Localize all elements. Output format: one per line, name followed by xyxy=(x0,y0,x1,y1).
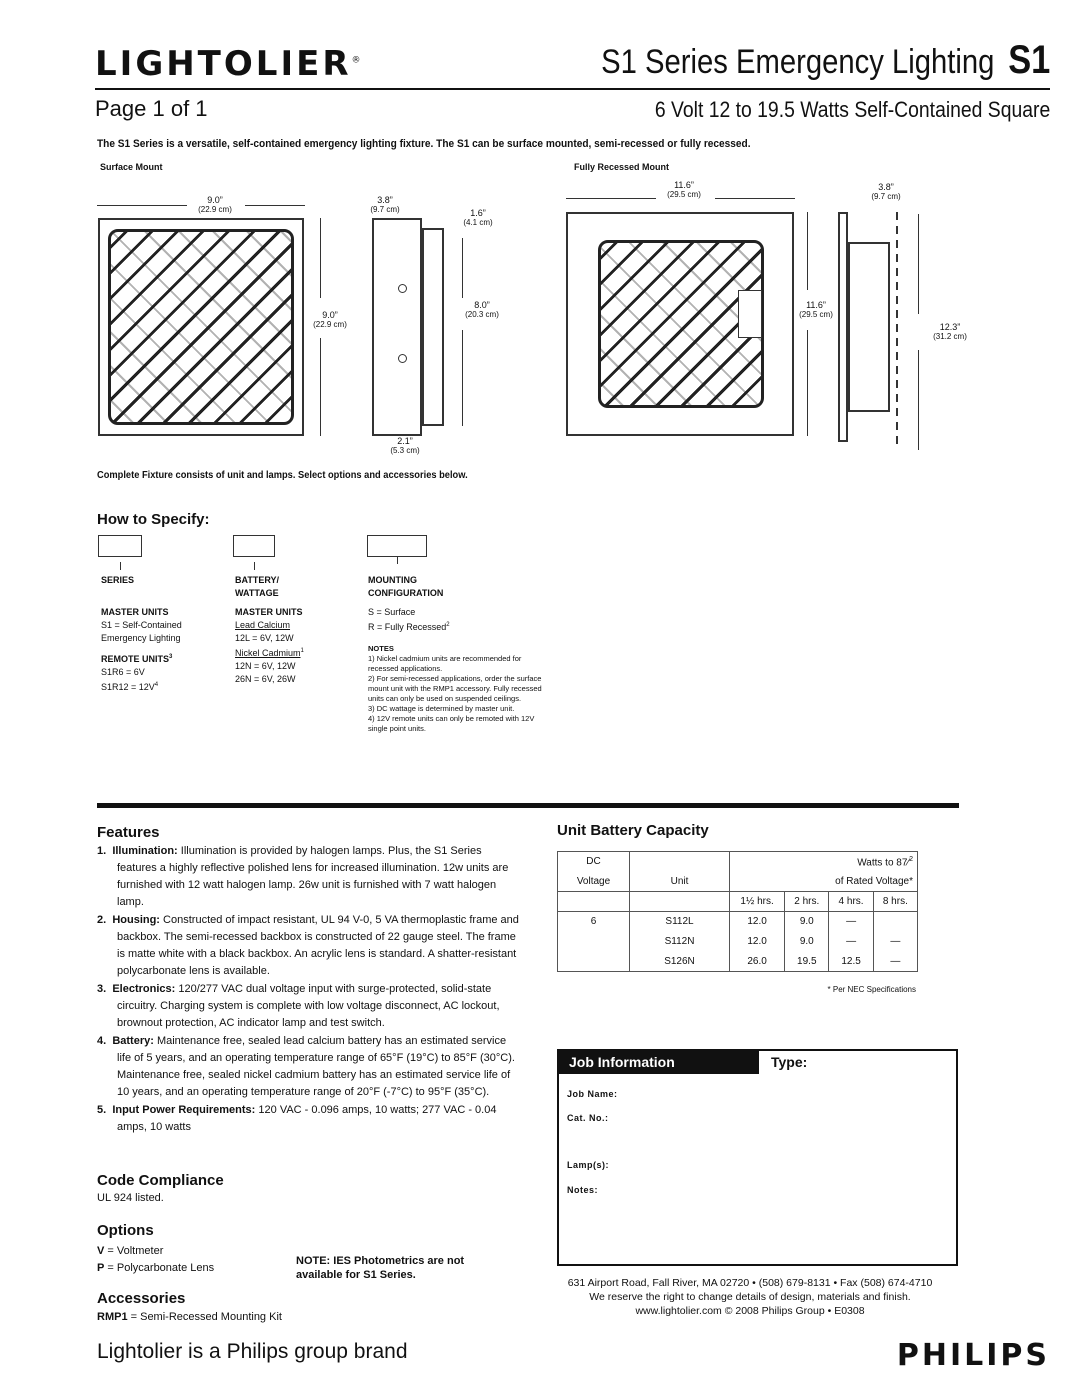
brand-tagline: Lightolier is a Philips group brand xyxy=(97,1340,408,1363)
surface-bottom-dim: 2.1” (5.3 cm) xyxy=(390,436,420,455)
how-to-specify-heading: How to Specify: xyxy=(97,511,210,528)
side-screw-top-icon xyxy=(398,284,407,293)
features-list xyxy=(97,843,522,1137)
accessories-heading: Accessories xyxy=(97,1290,186,1307)
feature-item: 5. Input Power Requirements: 120 VAC - 0.096 amps, 10 watts; 277 VAC - 0.04 amps, 10 watts xyxy=(97,1104,497,1133)
product-code: S1 xyxy=(1007,38,1050,82)
note-1: 1) Nickel cadmium units are recommended for recessed applications. xyxy=(368,654,522,673)
nec-footnote: * Per NEC Specifications xyxy=(827,985,916,994)
battery-capacity-heading: Unit Battery Capacity xyxy=(557,822,709,839)
surface-side-box xyxy=(372,218,422,436)
surface-side-height-dim: 8.0” (20.3 cm) xyxy=(465,300,499,319)
accessories-text: RMP1 = Semi-Recessed Mounting Kit xyxy=(97,1311,282,1323)
note-3: 3) DC wattage is determined by master unit. xyxy=(368,704,515,713)
surface-height-dim: 9.0” (22.9 cm) xyxy=(313,310,347,329)
code-compliance-heading: Code Compliance xyxy=(97,1172,224,1189)
job-name-field[interactable]: Job Name: xyxy=(567,1089,618,1099)
photometrics-note: NOTE: IES Photometrics are not available for S1 Series. xyxy=(296,1255,465,1281)
catalog-number-field[interactable]: Cat. No.: xyxy=(567,1113,609,1123)
recessed-mount-label: Fully Recessed Mount xyxy=(574,162,670,172)
surface-lip-dim: 1.6” (4.1 cm) xyxy=(463,208,493,227)
philips-logo: PHILIPS xyxy=(896,1338,1050,1373)
page-subtitle: 6 Volt 12 to 19.5 Watts Self-Contained Square xyxy=(654,97,1050,122)
job-information-box xyxy=(557,1049,958,1266)
lightolier-logo: LIGHTOLIER® xyxy=(95,44,364,84)
series-column: SERIES MASTER UNITS S1 = Self-Contained Emergency Lighting REMOTE UNITS$^3$ S1R6 = 6V $S1R12 = 12V^4$ xyxy=(101,575,182,692)
recessed-indicator xyxy=(738,290,762,338)
recessed-side-flange xyxy=(838,212,848,442)
intro-text: The S1 Series is a versatile, self-contained emergency lighting fixture. The S1 can be surface mounted, semi-recessed or fully recessed. xyxy=(97,138,751,150)
mounting-column: MOUNTING CONFIGURATION S = Surface R = Fully Recessed$^2$ NOTES 1) Nickel cadmium units are recommended for recessed applications. 2) For semi-recessed applications, order the surface mount unit with the RMP1 accessory. Fully recessed units can only be used on suspended ceilings. 3) DC wattage is determined by master unit. 4) 12V remote units can only be remoted with 12V single point units. xyxy=(368,575,542,733)
feature-item: 4. Battery: Maintenance free, sealed lead calcium battery has an estimated service life of 5 years, and an operating temperature range of 65°F (19°C) to 85°F (30°C). Maintenance free, sealed nickel cadmium battery has an estimated service life of 10 years, and an operating temperature range of 20°F (-7°C) to 95°F (35°C). xyxy=(97,1035,515,1098)
table-row: S112N 12.0 9.0 — — xyxy=(558,932,918,952)
recessed-depth-dim: 3.8” (9.7 cm) xyxy=(871,182,901,201)
page-number: Page 1 of 1 xyxy=(95,96,208,121)
side-screw-bottom-icon xyxy=(398,354,407,363)
page-title: S1 Series Emergency Lighting S1 xyxy=(600,38,1050,82)
company-address: 631 Airport Road, Fall River, MA 02720 • (508) 679-8131 • Fax (508) 674-4710 We reserve the right to change details of design, materials and finish. www.lightolier.com © 2008 Philips Group • E0308 xyxy=(567,1277,933,1317)
header-rule xyxy=(95,88,1050,90)
table-row: S126N 26.0 19.5 12.5 — xyxy=(558,952,918,972)
surface-side-lens xyxy=(422,228,444,426)
features-heading: Features xyxy=(97,824,160,841)
section-rule xyxy=(97,803,959,808)
battery-column: BATTERY/ WATTAGE MASTER UNITS Lead Calcium 12L = 6V, 12W Nickel Cadmium$^1$ 12N = 6V, 12W 26N = 6V, 26W xyxy=(235,575,304,684)
battery-input-box[interactable] xyxy=(233,535,275,557)
job-information-heading: Job Information xyxy=(559,1051,759,1074)
note-4: 4) 12V remote units can only be remoted with 12V single point units. xyxy=(368,714,535,733)
options-heading: Options xyxy=(97,1222,154,1239)
recessed-height-dim: 11.6” (29.5 cm) xyxy=(799,300,833,319)
recessed-side-box xyxy=(848,242,890,412)
code-compliance-text: UL 924 listed. xyxy=(97,1192,164,1204)
feature-item: 2. Housing: Constructed of impact resistant, UL 94 V-0, 5 VA thermoplastic frame and backbox. The semi-recessed backbox is constructed of 22 gauge steel. The frame is matte white with a black backbox. An acrylic lens is standard. A shatter-resistant polycarbonate lens is available. xyxy=(97,914,519,977)
surface-lens-grille xyxy=(108,229,294,425)
feature-item: 3. Electronics: 120/277 VAC dual voltage input with surge-protected, solid-state circuitry. Charging system is complete with low voltage disconnect, AC lockout, brownout protection, AC indicator lamp and test switch. xyxy=(97,983,500,1029)
surface-mount-label: Surface Mount xyxy=(100,162,163,172)
recessed-side-height-dim: 12.3” (31.2 cm) xyxy=(933,322,967,341)
feature-item: 1. Illumination: Illumination is provided by halogen lamps. Plus, the S1 Series features a highly reflective polished lens for increased illumination. 12w units are furnished with 12 watt halogen lamp. 26w unit is furnished with 7 watt halogen lamp. xyxy=(97,845,509,908)
surface-depth-dim: 3.8” (9.7 cm) xyxy=(370,195,400,214)
complete-fixture-note: Complete Fixture consists of unit and lamps. Select options and accessories below. xyxy=(97,470,468,481)
table-row: 6 S112L 12.0 9.0 — xyxy=(558,912,918,932)
note-2: 2) For semi-recessed applications, order the surface mount unit with the RMP1 accessory. Fully recessed units can only be used on suspended ceilings. xyxy=(368,674,542,703)
surface-width-dim: 9.0” (22.9 cm) xyxy=(198,195,232,214)
mounting-input-box[interactable] xyxy=(367,535,427,557)
type-label: Type: xyxy=(771,1054,808,1070)
options-list: V = Voltmeter P = Polycarbonate Lens xyxy=(97,1245,215,1274)
battery-capacity-table: DC Watts to 87⁄$^2$ Voltage Unit of Rated Voltage* 1½ hrs. 2 hrs. 4 hrs. 8 hrs. 6 S112L 12.0 9.0 — S112N 12.0 9.0 — — S126N 26.0 19.5 12.5 — xyxy=(557,851,918,972)
lamps-field[interactable]: Lamp(s): xyxy=(567,1160,609,1170)
recessed-width-dim: 11.6” (29.5 cm) xyxy=(667,180,701,199)
series-input-box[interactable] xyxy=(98,535,142,557)
notes-field[interactable]: Notes: xyxy=(567,1185,599,1195)
